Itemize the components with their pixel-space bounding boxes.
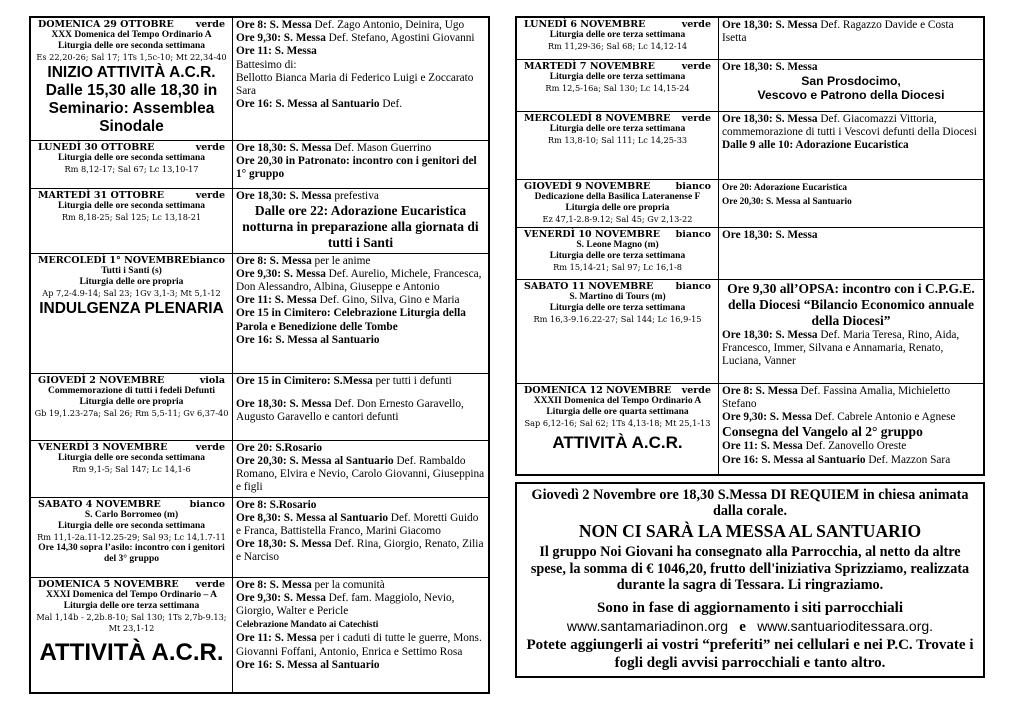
liturgy-line: Liturgia delle ore seconda settimana	[57, 452, 206, 463]
liturgical-color: verde	[195, 141, 225, 153]
event-line	[236, 455, 485, 495]
event-line	[722, 424, 980, 440]
event-bold: Ore 18,30: S. Messa	[236, 538, 332, 551]
event-line	[722, 181, 980, 195]
event-text: Def. Giacomazzi Vittoria, commemorazione di tutti i Vescovi defunti della Diocesi	[722, 112, 977, 138]
centered-notice: Ore 9,30 all’OPSA: incontro con i C.P.G.E. della Diocesi “Bilancio Economico annuale della Diocesi”	[727, 280, 975, 328]
events-cell	[233, 440, 490, 497]
event-line	[722, 385, 980, 411]
day-header	[34, 19, 229, 30]
requiem-notice: Giovedì 2 Novembre ore 18,30 S.Messa DI REQUIEM in chiesa animata dalla corale.	[531, 487, 969, 519]
event-bold: Ore 18,30: S. Messa	[722, 60, 818, 73]
day-name: SABATO 11 NOVEMBRE	[524, 280, 654, 292]
site-link-santamaria[interactable]: www.santamariadinon.org	[566, 617, 729, 634]
day-row	[30, 17, 489, 140]
day-info-cell	[30, 188, 233, 253]
readings: Mal 1,14b - 2,2b.8-10; Sal 130; 1Ts 2,7b-9.13; Mt 23,1-12	[36, 611, 227, 633]
event-line	[236, 32, 485, 45]
event-bold: Ore 11: S. Messa	[236, 45, 317, 58]
event-line	[236, 45, 485, 58]
readings: Rm 11,1-2a.11-12.25-29; Sal 93; Lc 14,1.7-11	[37, 531, 226, 542]
site-link-santuario[interactable]: www.santuarioditessara.org.	[757, 617, 934, 634]
event-bold: Ore 15 in Cimitero: S.Messa	[236, 374, 373, 387]
readings: Rm 8,18-25; Sal 125; Lc 13,18-21	[61, 211, 202, 222]
activity-banner: INIZIO ATTIVITÀ A.C.R.	[47, 64, 216, 81]
liturgy-line: Liturgia delle ore seconda settimana	[57, 520, 206, 531]
liturgical-color: verde	[681, 60, 711, 72]
day-name: DOMENICA 12 NOVEMBRE	[524, 384, 672, 396]
liturgical-color: verde	[681, 112, 711, 124]
favorites-text: Potete aggiungerli ai vostri “preferiti” nei cellulari e nei P.C. Trovate i fogli degli avvisi parrocchiali e tanto altro.	[526, 636, 974, 671]
websites-update-text: Sono in fase di aggiornamento i siti parrocchiali	[597, 599, 903, 616]
event-line	[236, 499, 485, 512]
day-row	[30, 497, 489, 577]
day-row	[516, 17, 984, 59]
notice-box	[515, 482, 985, 678]
day-name: GIOVEDÌ 9 NOVEMBRE	[524, 180, 651, 192]
liturgical-color: verde	[681, 384, 711, 396]
event-bold: Ore 8: S. Messa	[236, 19, 312, 31]
day-name: DOMENICA 5 NOVEMBRE	[38, 578, 179, 590]
liturgical-color: verde	[195, 189, 225, 201]
liturgy-line: Tutti i Santi (s)	[101, 265, 162, 276]
liturgical-color: bianco	[675, 180, 711, 192]
liturgy-line: Liturgia delle ore terza settimana	[549, 250, 686, 261]
event-line	[722, 411, 980, 424]
event-bold: Ore 8: S. Messa	[236, 254, 312, 267]
day-row	[516, 227, 984, 279]
day-row	[30, 188, 489, 253]
events-cell	[233, 253, 490, 373]
websites-notice	[523, 599, 977, 672]
event-text: Def. Zago Antonio, Deinira, Ugo	[311, 19, 465, 31]
event-text: Def. Rambaldo Romano, Elvira e Nevio, Carolo Giovanni, Giuseppina e figli	[236, 454, 485, 494]
day-row	[30, 140, 489, 188]
day-info-cell	[30, 253, 233, 373]
event-bold: Ore 8: S.Rosario	[236, 498, 317, 511]
event-bold: Ore 11: S. Messa	[236, 632, 317, 645]
event-line	[722, 454, 980, 467]
readings: Ap 7,2-4.9-14; Sal 23; 1Gv 3,1-3; Mt 5,1-12	[42, 287, 221, 298]
event-text: Def.	[379, 98, 403, 111]
liturgy-line: Liturgia delle ore seconda settimana	[57, 200, 206, 211]
liturgy-line: Liturgia delle ore terza settimana	[549, 71, 686, 82]
day-info-cell	[516, 179, 719, 227]
day-row	[30, 253, 489, 373]
activity-banner: ATTIVITÀ A.C.R.	[39, 638, 224, 666]
event-bold: Ore 9,30: S. Messa	[236, 267, 326, 280]
day-header	[34, 190, 229, 201]
event-line	[236, 142, 485, 155]
events-cell	[719, 17, 985, 59]
liturgy-line: Dedicazione della Basilica Lateranense F	[534, 191, 701, 202]
events-cell	[719, 383, 985, 475]
liturgy-line: XXX Domenica del Tempo Ordinario A	[51, 30, 212, 40]
assembly-line: Sinodale	[99, 118, 164, 135]
day-header	[520, 113, 715, 124]
day-info-cell	[516, 227, 719, 279]
event-text: Def. Fassina Amalia, Michieletto Stefano	[722, 384, 951, 410]
readings: Gb 19,1.23-27a; Sal 26; Rm 5,5-11; Gv 6,37-40	[34, 407, 229, 418]
day-name: SABATO 4 NOVEMBRE	[38, 498, 161, 510]
event-bold: Ore 16: S. Messa al Santuario	[236, 98, 380, 111]
readings: Rm 13,8-10; Sal 111; Lc 14,25-33	[547, 134, 688, 145]
event-text: Def. Mason Guerrino	[331, 141, 432, 154]
event-text: Def. Moretti Guido e Franca, Battistella Franco, Marini Giacomo	[236, 511, 479, 537]
liturgical-color: bianco	[189, 254, 225, 266]
day-info-cell	[30, 373, 233, 440]
liturgy-line: Liturgia delle ore quarta settimana	[546, 406, 689, 417]
event-text: per le anime	[311, 254, 371, 267]
liturgical-color: bianco	[189, 498, 225, 510]
day-row	[30, 373, 489, 440]
event-line	[722, 329, 980, 369]
event-bold: Ore 20: Adorazione Eucaristica	[722, 182, 848, 193]
event-text: prefestiva	[331, 189, 379, 202]
assembly-line: Seminario: Assemblea	[48, 100, 215, 117]
event-bold: Ore 8,30: S. Messa al Santuario	[236, 511, 388, 524]
day-row	[516, 179, 984, 227]
liturgy-line: S. Martino di Tours (m)	[569, 291, 666, 302]
day-info-cell	[516, 17, 719, 59]
day-info-cell	[30, 440, 233, 497]
events-cell	[719, 179, 985, 227]
activity-banner: INDULGENZA PLENARIA	[39, 299, 224, 317]
day-header	[520, 181, 715, 192]
events-cell	[233, 373, 490, 440]
activity-banner: ATTIVITÀ A.C.R.	[552, 432, 683, 452]
event-line	[236, 442, 485, 455]
day-header	[34, 579, 229, 590]
event-text: per tutti i defunti	[372, 374, 452, 387]
events-cell	[719, 59, 985, 111]
day-header	[34, 142, 229, 153]
liturgical-color: verde	[195, 578, 225, 590]
liturgy-line: Liturgia delle ore seconda settimana	[57, 152, 206, 163]
event-bold: Ore 20,30: S. Messa al Santuario	[722, 196, 852, 207]
event-line	[722, 195, 980, 209]
event-line	[236, 59, 485, 72]
day-name: MERCOLEDÌ 8 NOVEMBRE	[524, 112, 671, 124]
day-header	[520, 385, 715, 396]
day-row	[516, 279, 984, 383]
event-bold: Ore 11: S. Messa	[236, 294, 317, 307]
day-header	[520, 229, 715, 240]
event-line	[236, 334, 485, 347]
event-bold: Ore 16: S. Messa al Santuario	[722, 453, 866, 466]
event-bold: Consegna del Vangelo al 2° gruppo	[722, 424, 923, 440]
day-row	[516, 59, 984, 111]
event-line	[236, 307, 485, 333]
event-bold: Ore 18,30: S. Messa	[722, 19, 818, 31]
event-line	[236, 632, 485, 658]
readings: Rm 11,29-36; Sal 68; Lc 14,12-14	[547, 41, 688, 51]
event-text: per la comunità	[311, 578, 385, 591]
spacer	[236, 388, 485, 398]
event-bold: Ore 8: S. Messa	[236, 578, 312, 591]
day-name: LUNEDÌ 6 NOVEMBRE	[524, 19, 646, 30]
day-header	[520, 61, 715, 72]
day-info-cell	[30, 577, 233, 693]
event-line	[236, 255, 485, 268]
liturgy-line: Liturgia delle ore terza settimana	[549, 123, 686, 134]
day-name: MARTEDÌ 7 NOVEMBRE	[524, 60, 655, 72]
readings: Ez 47,1-2.8-9.12; Sal 45; Gv 2,13-22	[542, 213, 693, 224]
event-text: Bellotto Bianca Maria di Federico Luigi e Zoccarato Sara	[236, 71, 474, 98]
event-text: Def. Ragazzo Davide e Costa Isetta	[722, 19, 954, 45]
liturgical-color: verde	[195, 19, 225, 30]
day-info-cell	[516, 279, 719, 383]
event-text: Def. Zanovello Oreste	[802, 440, 907, 453]
day-header	[520, 281, 715, 292]
day-info-cell	[30, 140, 233, 188]
liturgical-color: verde	[195, 441, 225, 453]
event-line	[236, 659, 485, 672]
event-line	[236, 98, 485, 111]
liturgy-line: Liturgia delle ore propria	[79, 396, 184, 407]
event-bold: Ore 9,30: S. Messa	[236, 591, 326, 604]
event-line	[722, 139, 980, 152]
event-line	[236, 190, 485, 203]
event-bold: Celebrazione Mandato ai Catechisti	[236, 620, 379, 631]
event-bold: Ore 20,30: S. Messa al Santuario	[236, 454, 394, 467]
day-info-cell	[30, 17, 233, 140]
day-info-cell	[516, 59, 719, 111]
event-line	[236, 618, 485, 632]
events-cell	[719, 227, 985, 279]
day-row	[30, 577, 489, 693]
event-line	[722, 19, 980, 45]
event-text: Battesimo di:	[236, 58, 297, 71]
event-text: Def. Stefano, Agostini Giovanni	[325, 32, 475, 45]
no-santuario-notice: NON CI SARÀ LA MESSA AL SANTUARIO	[578, 521, 922, 541]
liturgical-color: bianco	[675, 228, 711, 240]
event-text: Def. Don Ernesto Garavello, Augusto Garavello e cantori defunti	[236, 397, 464, 423]
readings: Rm 8,12-17; Sal 67; Lc 13,10-17	[64, 163, 199, 174]
event-bold: Ore 18,30: S. Messa	[722, 228, 818, 241]
liturgy-line: Liturgia delle ore seconda settimana	[57, 41, 206, 51]
event-line	[236, 538, 485, 564]
liturgy-line: S. Leone Magno (m)	[576, 239, 659, 250]
event-bold: Ore 16: S. Messa al Santuario	[236, 658, 380, 671]
calendar-table-left	[29, 16, 490, 694]
day-name: MERCOLEDÌ 1° NOVEMBRE	[38, 254, 190, 266]
event-line	[236, 294, 485, 307]
liturgy-line: Liturgia delle ore terza settimana	[63, 600, 200, 611]
liturgical-color: verde	[681, 19, 711, 30]
events-cell	[233, 577, 490, 693]
readings: Rm 15,14-21; Sal 97; Lc 16,1-8	[553, 261, 682, 272]
event-line	[236, 268, 485, 294]
event-text: Def. Gino, Silva, Gino e Maria	[316, 294, 460, 307]
day-header	[34, 499, 229, 510]
day-header	[34, 255, 229, 266]
event-bold: Ore 20: S.Rosario	[236, 441, 323, 454]
event-bold: Ore 18,30: S. Messa	[236, 189, 332, 202]
patron-line: Vescovo e Patrono della Diocesi	[757, 87, 945, 102]
event-bold: Ore 16: S. Messa al Santuario	[236, 333, 380, 346]
day-name: LUNEDÌ 30 OTTOBRE	[38, 141, 155, 153]
event-line	[722, 61, 980, 74]
day-info-cell	[516, 383, 719, 475]
day-info-cell	[516, 111, 719, 179]
liturgical-color: bianco	[675, 280, 711, 292]
liturgy-line: XXXI Domenica del Tempo Ordinario – A	[45, 589, 217, 600]
event-line	[722, 229, 980, 242]
readings: Sap 6,12-16; Sal 62; 1Ts 4,13-18; Mt 25,1-13	[524, 417, 711, 428]
left-calendar-column	[29, 16, 490, 694]
day-info-cell	[30, 497, 233, 577]
event-bold: Ore 18,30: S. Messa	[722, 112, 818, 125]
readings: Rm 16,3-9.16.22-27; Sal 144; Lc 16,9-15	[533, 313, 702, 324]
event-line	[236, 155, 485, 181]
events-cell	[233, 140, 490, 188]
liturgy-line: Commemorazione di tutti i fedeli Defunti	[47, 385, 215, 396]
event-text: per i caduti di tutte le guerre, Mons. Giovanni Foffani, Antonio, Enrica e Settimo Rosa	[236, 632, 482, 658]
assembly-line: Dalle 15,30 alle 18,30 in	[45, 82, 218, 99]
calendar-table-right	[515, 16, 985, 476]
event-text: Def. Aurelio, Michele, Francesca, Don Alessandro, Albina, Giuseppe e Antonio	[236, 267, 482, 293]
event-text: Def. fam. Maggiolo, Nevio, Giorgio, Walter e Pericle	[236, 591, 455, 617]
event-text: Def. Rina, Giorgio, Renato, Zilia e Narciso	[236, 538, 484, 564]
liturgy-line: Liturgia delle ore propria	[565, 202, 670, 213]
event-bold: Ore 18,30: S. Messa	[236, 397, 332, 410]
liturgical-color: viola	[199, 374, 225, 386]
events-cell	[719, 111, 985, 179]
event-bold: Dalle 9 alle 10: Adorazione Eucaristica	[722, 138, 909, 151]
event-text: Def. Cabrele Antonio e Agnese	[811, 410, 956, 423]
event-bold: Ore 9,30: S. Messa	[722, 410, 812, 423]
day-name: VENERDÌ 10 NOVEMBRE	[524, 228, 661, 240]
centered-notice: Dalle ore 22: Adorazione Eucaristica notturna in preparazione alla giornata di tutti i Santi	[242, 202, 479, 250]
events-cell	[233, 497, 490, 577]
readings: Rm 12,5-16a; Sal 130; Lc 14,15-24	[545, 82, 690, 93]
events-cell	[233, 188, 490, 253]
event-line	[722, 440, 980, 453]
event-line	[236, 592, 485, 618]
event-bold: Ore 18,30: S. Messa	[236, 141, 332, 154]
liturgy-line: Liturgia delle ore propria	[79, 276, 184, 287]
day-header	[34, 375, 229, 386]
day-header	[34, 442, 229, 453]
event-bold: Ore 15 in Cimitero: Celebrazione Liturgia della Parola e Benedizione delle Tombe	[236, 307, 466, 333]
readings: Rm 9,1-5; Sal 147; Lc 14,1-6	[72, 463, 191, 474]
day-row	[516, 111, 984, 179]
day-name: MARTEDÌ 31 OTTOBRE	[38, 189, 164, 201]
event-line	[236, 72, 485, 98]
event-bold: Ore 9,30: S. Messa	[236, 32, 326, 45]
day-row	[516, 383, 984, 475]
event-line	[236, 398, 485, 424]
donation-notice: Il gruppo Noi Giovani ha consegnato alla Parrocchia, al netto da altre spese, la somma di € 1046,20, frutto dell'iniziativa Sprizziamo, realizzata durante la sagra di Tessara. Li ringraziamo.	[530, 544, 970, 593]
right-calendar-column	[515, 16, 985, 678]
events-cell	[233, 17, 490, 140]
liturgy-line: S. Carlo Borromeo (m)	[84, 509, 179, 520]
event-line	[236, 375, 485, 388]
day-name: DOMENICA 29 OTTOBRE	[38, 19, 174, 30]
and-word: e	[739, 618, 746, 635]
liturgy-line: Liturgia delle ore terza settimana	[549, 30, 686, 40]
event-bold: Ore 8: S. Messa	[722, 384, 798, 397]
event-text: Def. Mazzon Sara	[865, 453, 951, 466]
event-bold: Ore 20,30 in Patronato: incontro con i genitori del 1° gruppo	[236, 154, 477, 180]
event-bold: Ore 18,30: S. Messa	[722, 328, 818, 341]
liturgy-line: Liturgia delle ore terza settimana	[549, 302, 686, 313]
event-line	[236, 512, 485, 538]
day-note: Ore 14,30 sopra l’asilo: incontro con i genitori del 3° gruppo	[38, 542, 225, 564]
events-cell	[719, 279, 985, 383]
event-line	[236, 19, 485, 32]
liturgy-line: XXXII Domenica del Tempo Ordinario A	[533, 395, 702, 406]
event-line	[722, 113, 980, 139]
patron-line: San Prosdocimo,	[801, 73, 901, 88]
day-name: GIOVEDÌ 2 NOVEMBRE	[38, 374, 165, 386]
day-header	[520, 19, 715, 30]
day-row	[30, 440, 489, 497]
readings: Es 22,20-26; Sal 17; 1Ts 1,5c-10; Mt 22,34-40	[36, 52, 227, 62]
event-line	[236, 579, 485, 592]
event-text: Def. Maria Teresa, Rino, Aida, Francesco, Immer, Silvana e Annamaria, Renato, Luciana, Vanner	[722, 328, 960, 367]
event-bold: Ore 11: S. Messa	[722, 440, 803, 453]
day-name: VENERDÌ 3 NOVEMBRE	[38, 441, 168, 453]
